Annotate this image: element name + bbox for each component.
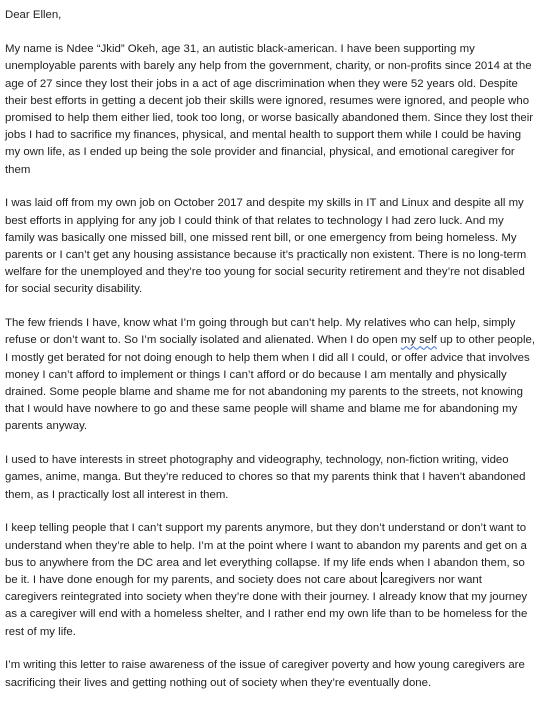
paragraph-awareness: I’m writing this letter to raise awareness of the issue of caregiver poverty and how young caregivers are sacrificing their lives and getting nothing out of society when they’re eventually done.: [5, 659, 525, 689]
paragraph-isolation: [5, 315, 535, 435]
paragraph-introduction: My name is Ndee “Jkid” Okeh, age 31, an autistic black-american. I have been supporting my unemployable parents with barely any help from the government, charity, or non-profits since 2014 at the age of 27 since they lost their jobs in a act of age discrimination when they were 52 years old. Despite their best efforts in getting a decent job their skills were ignored, resumes were ignored, and people who promised to help them either lied, took too long, or worse basically abandoned them. Since they lost their jobs I had to sacrifice my finances, physical, and mental health to support them while I could be having my own life, as I ended up being the sole provider and financial, physical, and emotional caregiver for them: [5, 43, 534, 176]
paragraph-interests: I used to have interests in street photography and videography, technology, non-fiction writing, video games, anime, manga. But they’re reduced to chores so that my parents think that I haven’t abandoned them, as I practically lost all interest in them.: [5, 454, 526, 501]
paragraph-breaking-point: [5, 520, 535, 640]
letter-document[interactable]: [5, 7, 535, 708]
paragraph-isolation-text-start: The few friends I have, know what I’m going through but can’t help. My relatives who can help, simply refuse or don’t want to. So I’m socially isolated and alienated. When I do open: [5, 317, 516, 347]
letter-salutation: Dear Ellen,: [5, 9, 62, 21]
spellcheck-flagged-word[interactable]: my self: [400, 334, 437, 347]
paragraph-isolation-text-end: up to other people, I mostly get berated for not doing enough to help them when I did all I could, or offer advice that involves money I can’t afford to implement or things I can’t afford or do because I am mentally and physically drained. Some people blame and shame me for not abandoning my parents to the streets, not knowing that I would have nowhere to go and these same people will shame and blame me for abandoning my parents anyway.: [5, 334, 535, 433]
paragraph-breaking-point-text-end: caregivers nor want caregivers reintegrated into society when they’re done with their journey. I already know that my journey as a caregiver will end with a homeless shelter, and I rather end my own life than to be homeless for the rest of my life.: [5, 574, 528, 638]
paragraph-breaking-point-text-start: I keep telling people that I can’t support my parents anymore, but they don’t understand or don’t want to understand when they’re able to help. I’m at the point where I want to abandon my parents and get on a bus to anywhere from the DC area and let everything collapse. If my life ends when I abandon them, so be it. I have done enough for my parents, and society does not care about: [5, 522, 527, 587]
paragraph-layoff: I was laid off from my own job on October 2017 and despite my skills in IT and Linux and despite all my best efforts in applying for any job I could think of that relates to technology I had zero luck. And my family was basically one missed bill, one missed rent bill, or one emergency from being homeless. My parents or I can’t get any housing assistance because it’s practically non existent. There is no long-term welfare for the unemployed and they’re too young for social security retirement and they’re not disabled for social security disability.: [5, 197, 527, 296]
